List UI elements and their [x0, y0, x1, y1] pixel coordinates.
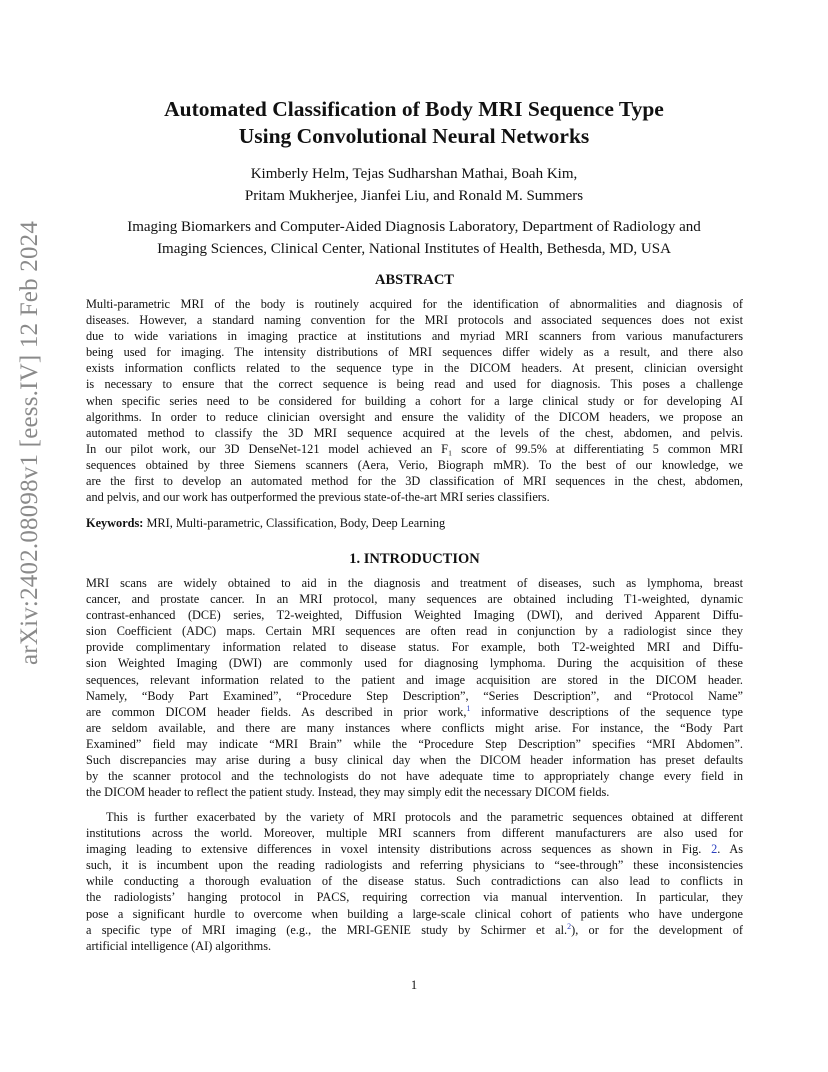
- abstract-line: due to wide variations in imaging practice at institutions and myriad MRI scanners from various manufacturers: [86, 329, 743, 344]
- figure-link[interactable]: 2: [711, 842, 718, 857]
- paper-title: [80, 96, 748, 150]
- intro-line: This is further exacerbated by the variety of MRI protocols and the parametric sequences obtained at different: [106, 810, 743, 824]
- intro-line: by the scanner protocol and the technologists do not have adequate time to appropriately change every field in: [86, 769, 743, 784]
- intro-text: ), or for the development of: [571, 922, 743, 937]
- page-number: 1: [410, 978, 418, 992]
- abstract-line: Multi-parametric MRI of the body is routinely acquired for the identification of abnormalities and diagnosis of: [86, 297, 743, 311]
- abstract-line: automated method to classify the 3D MRI sequence acquired at the levels of the chest, abdomen, and pelvis.: [86, 425, 743, 440]
- abstract-line: and pelvis, and our work has outperformed the previous state-of-the-art MRI series classifiers.: [86, 490, 550, 505]
- intro-line: the radiologists’ hanging protocol in PACS, requiring correction via manual intervention. In particular, they: [86, 890, 743, 905]
- intro-line: Namely, “Body Part Examined”, “Procedure Step Description”, “Series Description”, and “Protocol Name”: [86, 688, 743, 703]
- citation-link[interactable]: 1: [466, 703, 471, 713]
- affiliation-line: Imaging Biomarkers and Computer-Aided Diagnosis Laboratory, Department of Radiology and: [127, 219, 701, 235]
- abstract-body: [86, 296, 743, 505]
- arxiv-identifier[interactable]: arXiv:2402.08098v1 [eess.IV] 12 Feb 2024: [16, 220, 43, 665]
- intro-line: pose a significant hurdle to overcome when building a large-scale clinical cohort of patients who have undergone: [86, 906, 743, 921]
- abstract-line: is necessary to ensure that the correct sequence is being read and used for diagnosis. This poses a challenge: [86, 377, 743, 392]
- intro-line: the DICOM header to reflect the patient study. Instead, they may simply edit the necessary DICOM fields.: [86, 785, 610, 800]
- intro-text: imaging leading to extensive differences in voxel intensity distributions across sequences as shown in Fig.: [86, 842, 702, 857]
- title-line: Automated Classification of Body MRI Sequence Type: [164, 97, 664, 121]
- intro-line: Examined” field may indicate “MRI Brain” while the “Procedure Step Description” specifies “MRI Abdomen”.: [86, 736, 743, 751]
- title-line: Using Convolutional Neural Networks: [238, 124, 590, 148]
- abstract-line: being used for imaging. The intensity distributions of MRI sequences differ widely as a result, and there also: [86, 345, 743, 360]
- citation-link[interactable]: 2: [567, 921, 572, 931]
- keywords-label: Keywords:: [86, 516, 144, 530]
- intro-text: a specific type of MRI imaging (e.g., the MRI-GENIE study by Schirmer et al.: [86, 922, 568, 937]
- author-list: [80, 163, 748, 207]
- abstract-line: algorithms. In order to reduce clinician oversight and ensure the validity of the DICOM headers, we propose an: [86, 409, 743, 424]
- affiliation-line: Imaging Sciences, Clinical Center, National Institutes of Health, Bethesda, MD, USA: [157, 241, 671, 257]
- intro-text: informative descriptions of the sequence type: [470, 704, 743, 719]
- author-line: Pritam Mukherjee, Jianfei Liu, and Ronald M. Summers: [244, 188, 584, 204]
- affiliation: [80, 216, 748, 260]
- abstract-heading: ABSTRACT: [375, 272, 454, 288]
- intro-paragraph-2: [86, 809, 743, 954]
- intro-line: Such discrepancies may arise during a busy clinical day when the DICOM header information has preset defaults: [86, 753, 743, 768]
- intro-line: sequences, relevant information related to the patient and image acquisition are stored in the DICOM header.: [86, 672, 743, 687]
- intro-line: contrast-enhanced (DCE) series, T2-weighted, Diffusion Weighted Imaging (DWI), and derived Apparent Diffu-: [86, 608, 743, 623]
- intro-line: while conducting a thorough evaluation of the disease status. Such contradictions can also lead to conflicts in: [86, 874, 743, 889]
- intro-paragraph-1: [86, 575, 743, 800]
- intro-line: [86, 841, 743, 857]
- author-line: Kimberly Helm, Tejas Sudharshan Mathai, Boah Kim,: [250, 166, 578, 182]
- intro-line: artificial intelligence (AI) algorithms.: [86, 938, 272, 953]
- intro-line: sion Weighted Imaging (DWI) are commonly used for diagnosing lymphoma. During the acquisition of these: [86, 656, 743, 671]
- abstract-line: sequences obtained by three Siemens scanners (Aera, Verio, Biograph mMR). To the best of our knowledge, we: [86, 457, 743, 472]
- intro-text: are common DICOM header fields. As described in prior work,: [86, 704, 467, 719]
- keywords-text: MRI, Multi-parametric, Classification, Body, Deep Learning: [146, 516, 446, 530]
- keywords: [86, 515, 743, 531]
- intro-line: [86, 704, 743, 720]
- intro-heading: 1. INTRODUCTION: [349, 551, 480, 567]
- intro-line: [86, 922, 743, 938]
- intro-line: institutions across the world. Moreover, multiple MRI scanners from different manufacturers are also used for: [86, 826, 743, 841]
- intro-line: cancer, and prostate cancer. In an MRI protocol, many sequences are obtained including T1-weighted, dynamic: [86, 592, 743, 607]
- intro-line: such, it is incumbent upon the reading radiologists and referring physicians to “see-through” these inconsistencies: [86, 858, 743, 873]
- abstract-line: In our pilot work, our 3D DenseNet-121 model achieved an F₁ score of 99.5% at differentiating 5 common MRI: [86, 441, 743, 456]
- intro-line: are seldom available, and there are many instances where conflicts might arise. For instance, the “Body Part: [86, 720, 743, 735]
- abstract-line: diseases. However, a standard naming convention for the MRI protocols and associated sequences does not exist: [86, 313, 743, 328]
- abstract-line: exists information conflicts related to the sequence type in the DICOM headers. At present, clinician oversight: [86, 361, 743, 376]
- intro-line: sion Coefficient (ADC) maps. Certain MRI sequences are often read in conjunction by a radiologist since they: [86, 624, 743, 639]
- abstract-line: when specific series need to be considered for building a cohort for a large clinical study or for developing AI: [86, 393, 743, 408]
- abstract-line: are the first to develop an automated method for the 3D classification of MRI sequences in the chest, abdomen,: [86, 474, 743, 489]
- intro-line: provide complimentary information related to disease status. For example, both T2-weighted MRI and Diffu-: [86, 640, 743, 655]
- intro-text: . As: [717, 842, 743, 857]
- intro-line: MRI scans are widely obtained to aid in the diagnosis and treatment of diseases, such as lymphoma, breast: [86, 576, 743, 590]
